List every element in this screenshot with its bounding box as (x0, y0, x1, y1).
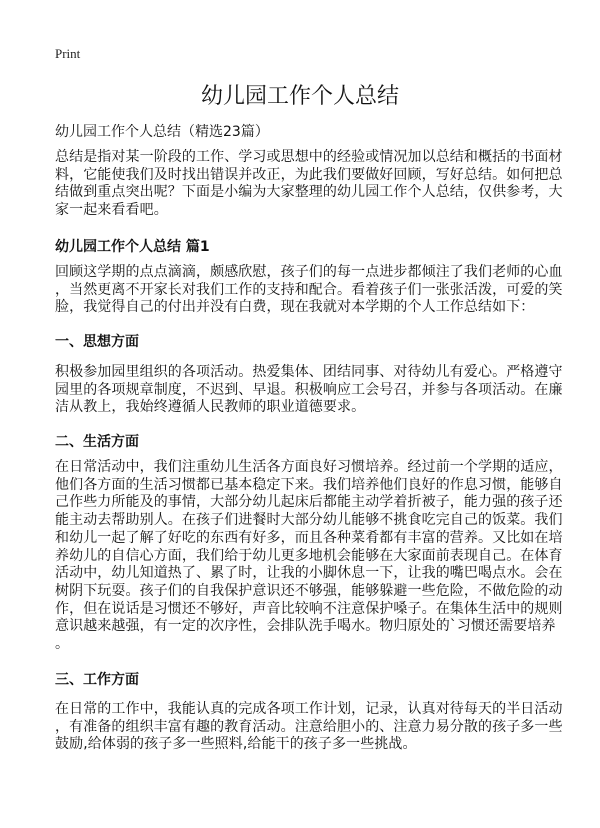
print-label[interactable]: Print (55, 46, 81, 61)
article-heading: 幼儿园工作个人总结 篇1 (55, 239, 210, 255)
page-title: 幼儿园工作个人总结 (200, 84, 399, 109)
section-heading-life: 二、生活方面 (55, 434, 139, 450)
section-heading-work: 三、工作方面 (55, 672, 139, 688)
section-body-work: 在日常的工作中，我能认真的完成各项工作计划，记录，认真对待每天的半日活动 ，有准备的组织丰富有趣的教育活动。注意给胆小的、注意力易分散的孩子多一些 鼓励,给体弱的孩子多一些照料,给能干的孩子多一些挑战。 (55, 701, 563, 753)
section-body-thought: 积极参加园里组织的各项活动。热爱集体、团结同事、对待幼儿有爱心。严格遵守 园里的各项规章制度，不迟到、早退。积极响应工会号召，并参与各项活动。在廉 洁从教上，我始终遵循人民教师的职业道德要求。 (55, 364, 563, 416)
section-body-life: 在日常活动中，我们注重幼儿生活各方面良好习惯培养。经过前一个学期的适应， 他们各方面的生活习惯都已基本稳定下来。我们培养他们良好的作息习惯，能够自 己作些力所能及的事情，大部分幼儿起床后都能主动学着折被子，能力强的孩子还 能主动去帮助别人。在孩子们进餐时大部分幼儿能够不挑食吃完自己的饭菜。我们 和幼儿一起了解了好吃的东西有好多，而且各种菜肴都有丰富的营养。又比如在培 养幼儿的自信心方面，我们给于幼儿更多地机会能够在大家面前表现自己。在体育 活动中，幼儿知道热了、累了时，让我的小脚休息一下，让我的嘴巴喝点水。会在 树阴下玩耍。孩子们的自我保护意识还不够强，能够躲避一些危险，不做危险的动 作，但在说话是习惯还不够好，声音比较响不注意保护嗓子。在集体生活中的规则 意识越来越强，有一定的次序性，会排队洗手喝水。物归原处的`习惯还需要培养 。 (55, 459, 563, 653)
section-heading-thought: 一、思想方面 (55, 334, 139, 350)
article-intro-paragraph: 回顾这学期的点点滴滴，颇感欣慰，孩子们的每一点进步都倾注了我们老师的心血 ，当然更离不开家长对我们工作的支持和配合。看着孩子们一张张活泼，可爱的笑 脸，我觉得自己的付出并没有白费，现在我就对本学期的个人工作总结如下： (55, 264, 563, 316)
intro-paragraph: 总结是指对某一阶段的工作、学习或思想中的经验或情况加以总结和概括的书面材 料，它能使我们及时找出错误并改正，为此我们要做好回顾，写好总结。如何把总 结做到重点突出呢？下面是小编为大家整理的幼儿园工作个人总结，仅供参考，大 家一起来看看吧。 (55, 149, 563, 219)
subtitle: 幼儿园工作个人总结（精选23篇） (55, 124, 269, 140)
